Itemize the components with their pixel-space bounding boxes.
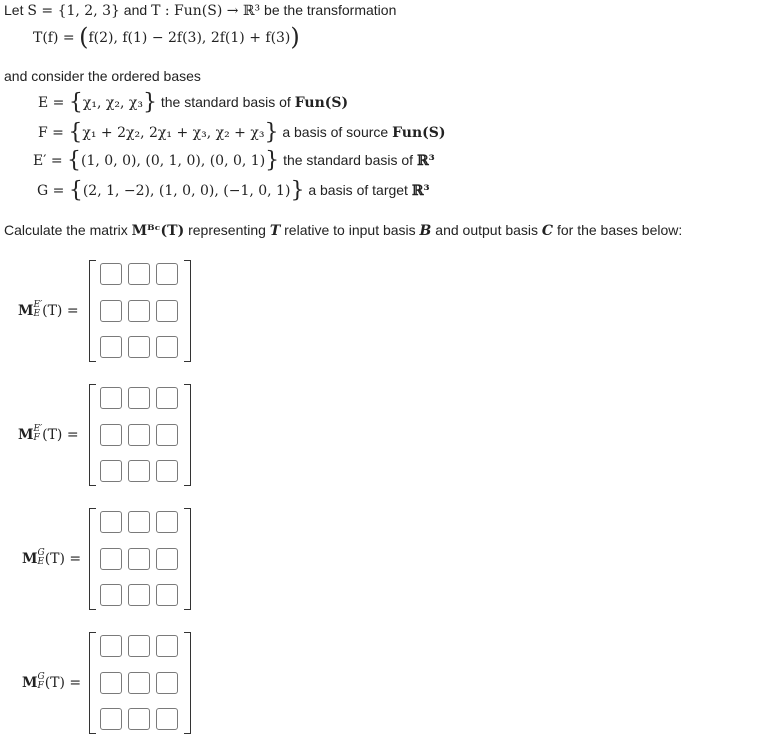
matrix-2-cell-r2c1[interactable] xyxy=(100,424,122,446)
basis-e: E = {χ₁, χ₂, χ₃} the standard basis of Fun(S) xyxy=(38,90,349,115)
matrix-2-cell-r3c1[interactable] xyxy=(100,460,122,482)
basis-e-prime: E′ = {(1, 0, 0), (0, 1, 0), (0, 0, 1)} the standard basis of ℝ³ xyxy=(33,148,435,173)
matrix-4-cell-r1c3[interactable] xyxy=(156,635,178,657)
matrix-1-cell-r2c1[interactable] xyxy=(100,300,122,322)
basis-f: F = {χ₁ + 2χ₂, 2χ₁ + χ₃, χ₂ + χ₃} a basis of source Fun(S) xyxy=(38,120,446,145)
matrix-label-eprime-f: M E′ F (T) = xyxy=(18,424,79,443)
matrix-2-cell-r1c3[interactable] xyxy=(156,387,178,409)
matrix-1-cell-r2c2[interactable] xyxy=(128,300,150,322)
matrix-3-right-bracket xyxy=(184,508,191,610)
matrix-2-cell-r3c3[interactable] xyxy=(156,460,178,482)
matrix-1-cell-r1c1[interactable] xyxy=(100,263,122,285)
matrix-4-cell-r3c1[interactable] xyxy=(100,708,122,730)
matrix-1-cell-r2c3[interactable] xyxy=(156,300,178,322)
matrix-label-g-f: M G F (T) = xyxy=(22,672,82,691)
basis-g: G = {(2, 1, −2), (1, 0, 0), (−1, 0, 1)} a basis of target ℝ³ xyxy=(37,178,430,203)
matrix-4-cell-r2c3[interactable] xyxy=(156,672,178,694)
matrix-3-cell-r1c1[interactable] xyxy=(100,511,122,533)
matrix-4-cell-r1c1[interactable] xyxy=(100,635,122,657)
matrix-3-cell-r3c1[interactable] xyxy=(100,584,122,606)
matrix-3-cell-r3c3[interactable] xyxy=(156,584,178,606)
matrix-1-cell-r3c3[interactable] xyxy=(156,336,178,358)
matrix-2-cell-r1c1[interactable] xyxy=(100,387,122,409)
matrix-label-eprime-e: M E′ E (T) = xyxy=(18,300,79,319)
matrix-1-cell-r3c1[interactable] xyxy=(100,336,122,358)
transformation-signature: T : Fun(S) → ℝ³ xyxy=(151,3,261,19)
matrix-2-cell-r1c2[interactable] xyxy=(128,387,150,409)
matrix-3-cell-r2c2[interactable] xyxy=(128,548,150,570)
matrix-2-right-bracket xyxy=(184,384,191,486)
matrix-4-cell-r3c2[interactable] xyxy=(128,708,150,730)
matrix-3-left-bracket xyxy=(89,508,96,610)
matrix-3-cell-r1c3[interactable] xyxy=(156,511,178,533)
set-s-definition: S = {1, 2, 3} xyxy=(27,3,120,19)
consider-text: and consider the ordered bases xyxy=(4,68,201,84)
matrix-4-cell-r2c2[interactable] xyxy=(128,672,150,694)
matrix-1-cell-r3c2[interactable] xyxy=(128,336,150,358)
matrix-2-cell-r3c2[interactable] xyxy=(128,460,150,482)
matrix-1-left-bracket xyxy=(89,260,96,362)
matrix-2-cell-r2c3[interactable] xyxy=(156,424,178,446)
matrix-4-cell-r3c3[interactable] xyxy=(156,708,178,730)
matrix-3-cell-r3c2[interactable] xyxy=(128,584,150,606)
matrix-3-cell-r2c1[interactable] xyxy=(100,548,122,570)
matrix-2-left-bracket xyxy=(89,384,96,486)
matrix-2-cell-r2c2[interactable] xyxy=(128,424,150,446)
matrix-1-cell-r1c2[interactable] xyxy=(128,263,150,285)
matrix-4-cell-r1c2[interactable] xyxy=(128,635,150,657)
matrix-4-left-bracket xyxy=(89,632,96,734)
matrix-3-cell-r2c3[interactable] xyxy=(156,548,178,570)
intro-line: Let S = {1, 2, 3} and T : Fun(S) → ℝ³ be the transformation xyxy=(4,2,397,19)
matrix-1-cell-r1c3[interactable] xyxy=(156,263,178,285)
matrix-label-g-e: M G E (T) = xyxy=(22,548,82,567)
matrix-4-right-bracket xyxy=(184,632,191,734)
matrix-4-cell-r2c1[interactable] xyxy=(100,672,122,694)
matrix-1-right-bracket xyxy=(184,260,191,362)
transformation-formula: T(f) = (f(2), f(1) − 2f(3), 2f(1) + f(3)) xyxy=(33,23,300,51)
matrix-3-cell-r1c2[interactable] xyxy=(128,511,150,533)
instruction-text: Calculate the matrix Mᴮᶜ(T) representing T relative to input basis B and output basis C for the bases below: xyxy=(4,222,683,239)
